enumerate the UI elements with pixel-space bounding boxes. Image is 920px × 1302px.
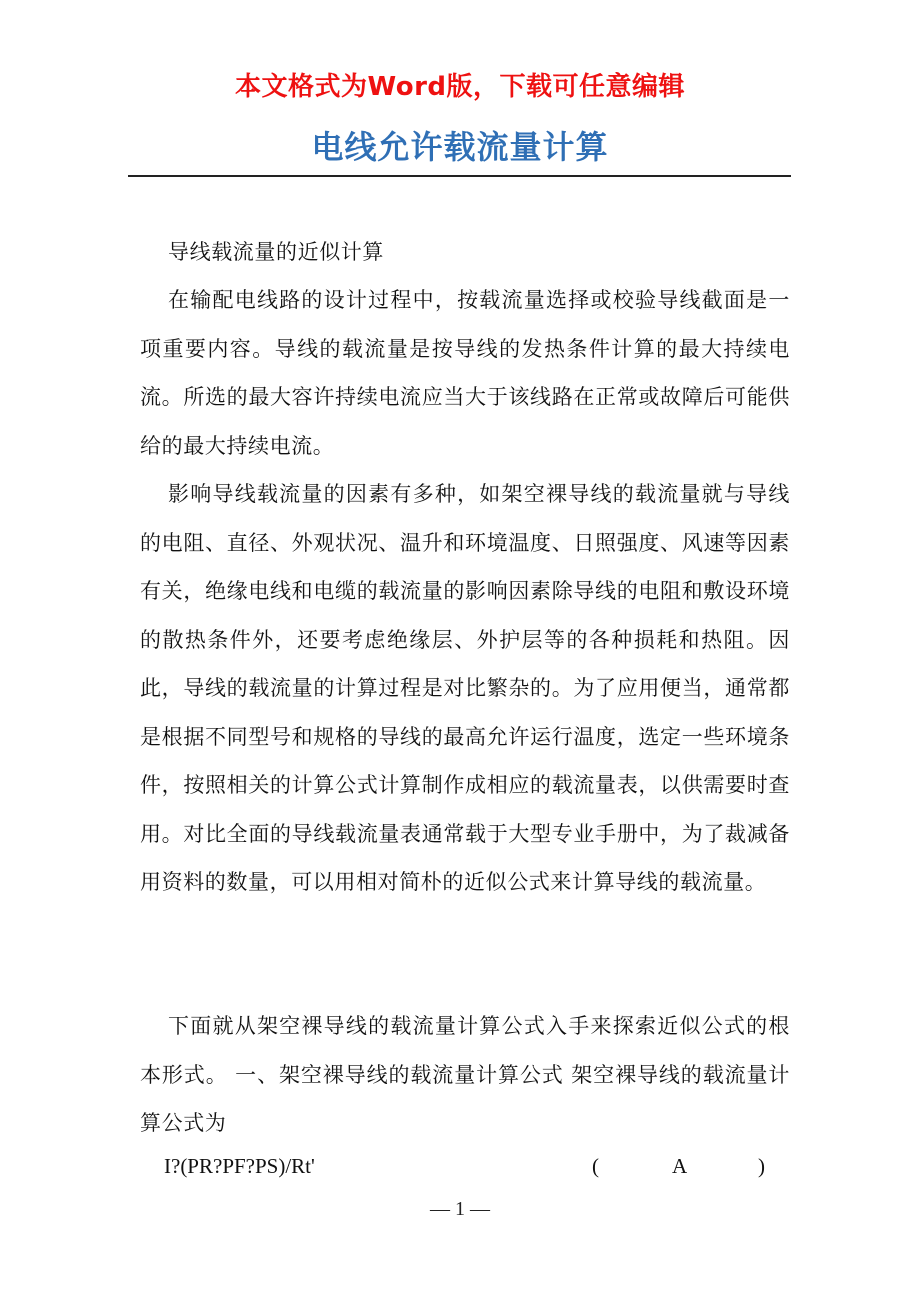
paragraph-block-1 [140,276,790,470]
paragraph-block-3 [140,1002,790,1148]
document-title: 电线允许载流量计算 [311,128,609,166]
formula-expression: I?(PR?PF?PS)/Rt' [164,1154,315,1178]
formula-line [140,1146,780,1186]
unit-close-paren: ) [758,1154,765,1178]
unit-open-paren: ( [592,1154,599,1178]
paragraph-2: 影响导线载流量的因素有多种，如架空裸导线的载流量就与导线的电阻、直径、外观状况、温升和环境温度、日照强度、风速等因素有关，绝缘电线和电缆的载流量的影响因素除导线的电阻和敷设环境的散热条件外，还要考虑绝缘层、外护层等的各种损耗和热阻。因此，导线的载流量的计算过程是对比繁杂的。为了应用便当，通常都是根据不同型号和规格的导线的最高允许运行温度，选定一些环境条件，按照相关的计算公式计算制作成相应的载流量表，以供需要时查用。对比全面的导线载流量表通常载于大型专业手册中，为了裁减备用资料的数量，可以用相对简朴的近似公式来计算导线的载流量。 [140,482,790,894]
paragraph-block-2 [140,470,790,907]
paragraph-1: 在输配电线路的设计过程中，按载流量选择或校验导线截面是一项重要内容。导线的载流量是按导线的发热条件计算的最大持续电流。所选的最大容许持续电流应当大于该线路在正常或故障后可能供给的最大持续电流。 [140,288,790,458]
page-number: — 1 — [430,1198,490,1220]
paragraph-3: 下面就从架空裸导线的载流量计算公式入手来探索近似公式的根本形式。 一、架空裸导线的载流量计算公式 架空裸导线的载流量计算公式为 [140,1014,790,1135]
format-notice-banner: 本文格式为Word版，下载可任意编辑 [234,72,686,102]
section-heading: 导线载流量的近似计算 [168,240,384,264]
header-divider [128,175,791,177]
formula-unit: A [672,1154,688,1178]
section-heading-block [140,228,790,277]
